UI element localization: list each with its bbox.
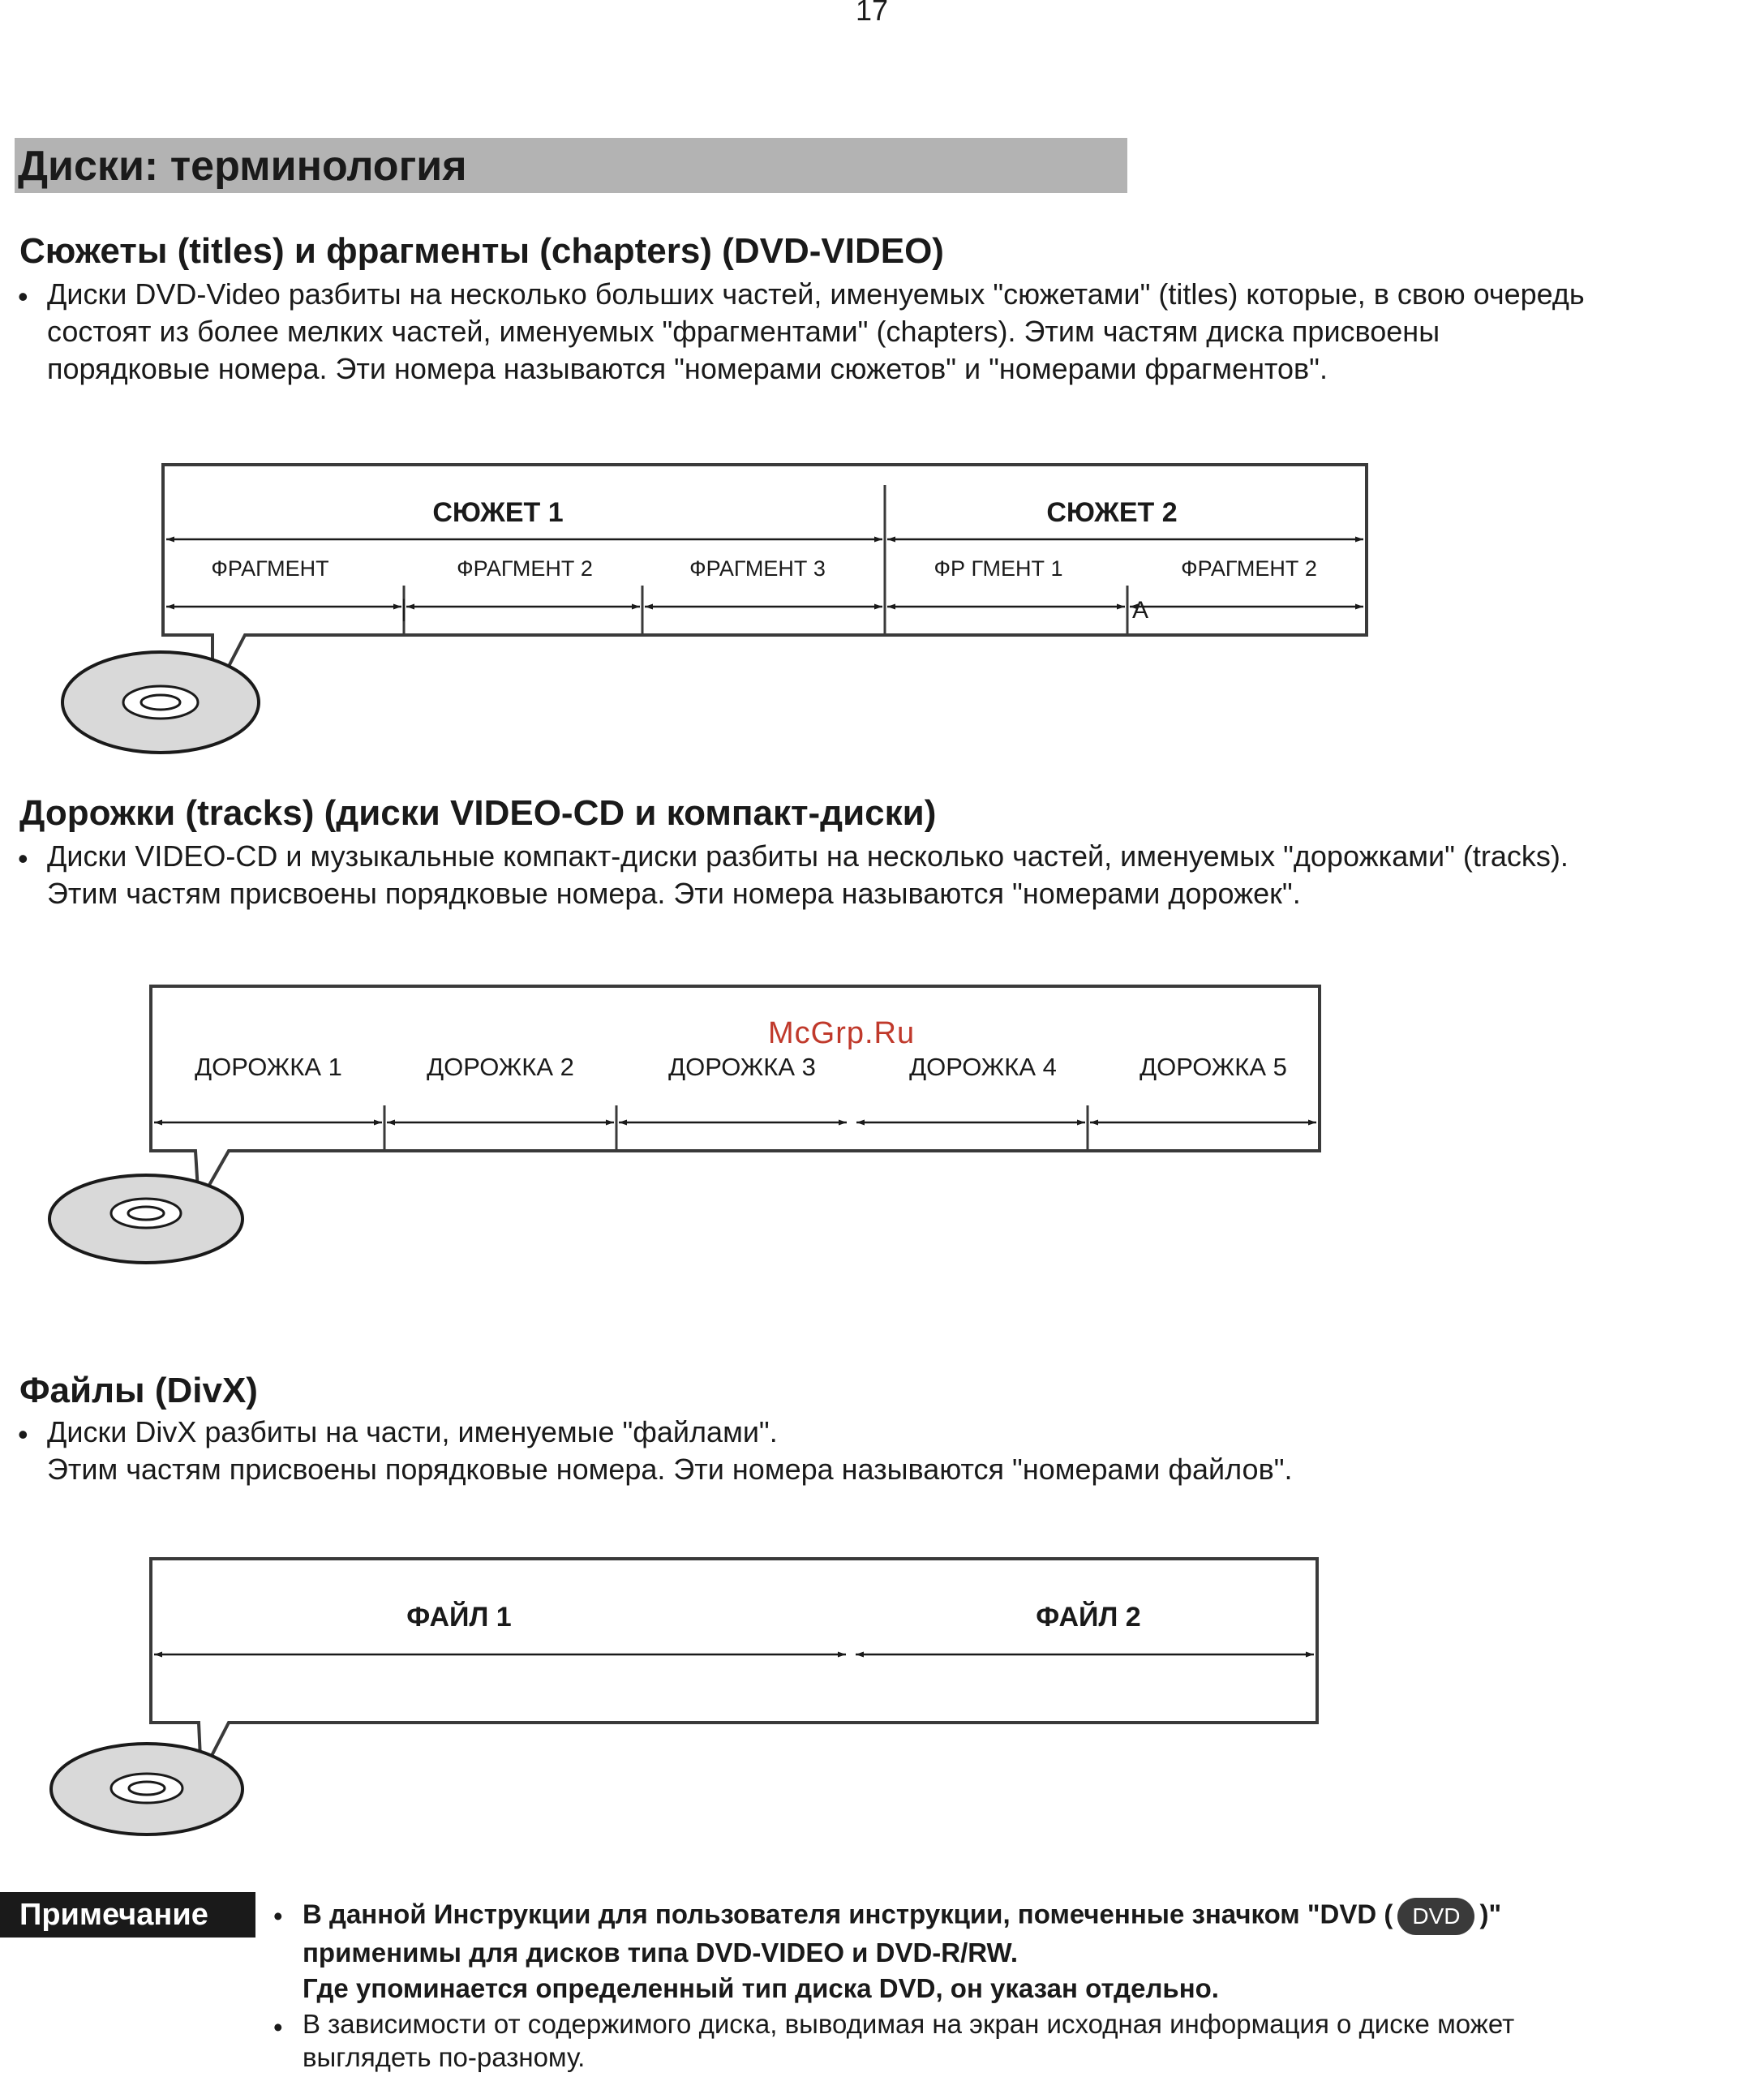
files-diagram-callout <box>151 1559 1317 1776</box>
dvd-text-line-2: состоят из более мелких частей, именуемых "фрагментами" (chapters). Этим частям диска присвоены <box>47 315 1440 348</box>
note-item-2-line-1: В зависимости от содержимого диска, выводимая на экран исходная информация о диске может <box>303 2009 1515 2039</box>
note-item-1-line-1 <box>303 1898 1754 1935</box>
page-number: 17 <box>856 0 889 27</box>
track-label: ДОРОЖКА 4 <box>909 1053 1057 1081</box>
divx-section-heading: Файлы (DivX) <box>19 1371 258 1410</box>
divx-text-line-1: Диски DivX разбиты на части, именуемые "файлами". <box>47 1415 778 1448</box>
dvd-diagram-callout <box>163 465 1367 697</box>
note-item-1-line-2: применимы для дисков типа DVD-VIDEO и DVD-R/RW. <box>303 1938 1019 1968</box>
dvd-section-heading: Сюжеты (titles) и фрагменты (chapters) (DVD-VIDEO) <box>19 231 944 271</box>
disc-icon <box>49 1175 242 1263</box>
file-label: ФАЙЛ 2 <box>1036 1602 1141 1633</box>
bullet-dot: • <box>18 280 28 313</box>
title-label-2: СЮЖЕТ 2 <box>1046 497 1178 528</box>
track-label: ДОРОЖКА 2 <box>427 1053 574 1081</box>
note-label: Примечание <box>0 1892 255 1938</box>
note-item-1-line-3: Где упоминается определенный тип диска DVD, он указан отдельно. <box>303 1973 1219 2003</box>
chapter-label: ФРАГМЕНТ <box>211 556 329 581</box>
note-item-2-line-2: выглядеть по-разному. <box>303 2042 586 2072</box>
chapter-label: ФРАГМЕНТ 3 <box>689 556 826 581</box>
track-label: ДОРОЖКА 1 <box>195 1053 342 1081</box>
tracks-diagram-callout <box>151 986 1320 1204</box>
dvd-text-line-1: Диски DVD-Video разбиты на несколько больших частей, именуемых "сюжетами" (titles) которые, в свою очередь <box>47 277 1585 311</box>
dvd-badge-icon: DVD <box>1397 1898 1474 1935</box>
dvd-text-line-3: порядковые номера. Эти номера называются "номерами сюжетов" и "номерами фрагментов". <box>47 352 1328 385</box>
stray-mark: A <box>1132 597 1149 624</box>
note-item-1-text-end: )" <box>1479 1899 1502 1929</box>
chapter-label: ФРАГМЕНТ 2 <box>457 556 593 581</box>
disc-icon <box>62 652 259 753</box>
file-label: ФАЙЛ 1 <box>406 1602 512 1633</box>
vcd-text-line-2: Этим частям присвоены порядковые номера. Эти номера называются "номерами дорожек". <box>47 877 1301 910</box>
vcd-text-line-1: Диски VIDEO-CD и музыкальные компакт-диски разбиты на несколько частей, именуемых "дорожками" (tracks). <box>47 839 1569 873</box>
page-title: Диски: терминология <box>18 143 467 190</box>
bullet-dot: • <box>273 1901 283 1931</box>
note-item-1-text: В данной Инструкции для пользователя инструкции, помеченные значком "DVD ( <box>303 1899 1393 1929</box>
chapter-label: ФРАГМЕНТ 2 <box>1181 556 1317 581</box>
vcd-section-heading: Дорожки (tracks) (диски VIDEO-CD и компакт-диски) <box>19 793 937 833</box>
watermark: McGrp.Ru <box>768 1016 916 1050</box>
track-label: ДОРОЖКА 5 <box>1140 1053 1287 1081</box>
disc-icon <box>51 1744 242 1835</box>
stray-mark: | <box>401 595 407 622</box>
track-label: ДОРОЖКА 3 <box>668 1053 816 1081</box>
title-label-1: СЮЖЕТ 1 <box>432 497 564 528</box>
bullet-dot: • <box>18 1418 28 1451</box>
bullet-dot: • <box>273 2012 283 2042</box>
divx-text-line-2: Этим частям присвоены порядковые номера. Эти номера называются "номерами файлов". <box>47 1453 1293 1486</box>
chapter-label: ФР ГМЕНТ 1 <box>934 556 1063 581</box>
bullet-dot: • <box>18 842 28 875</box>
